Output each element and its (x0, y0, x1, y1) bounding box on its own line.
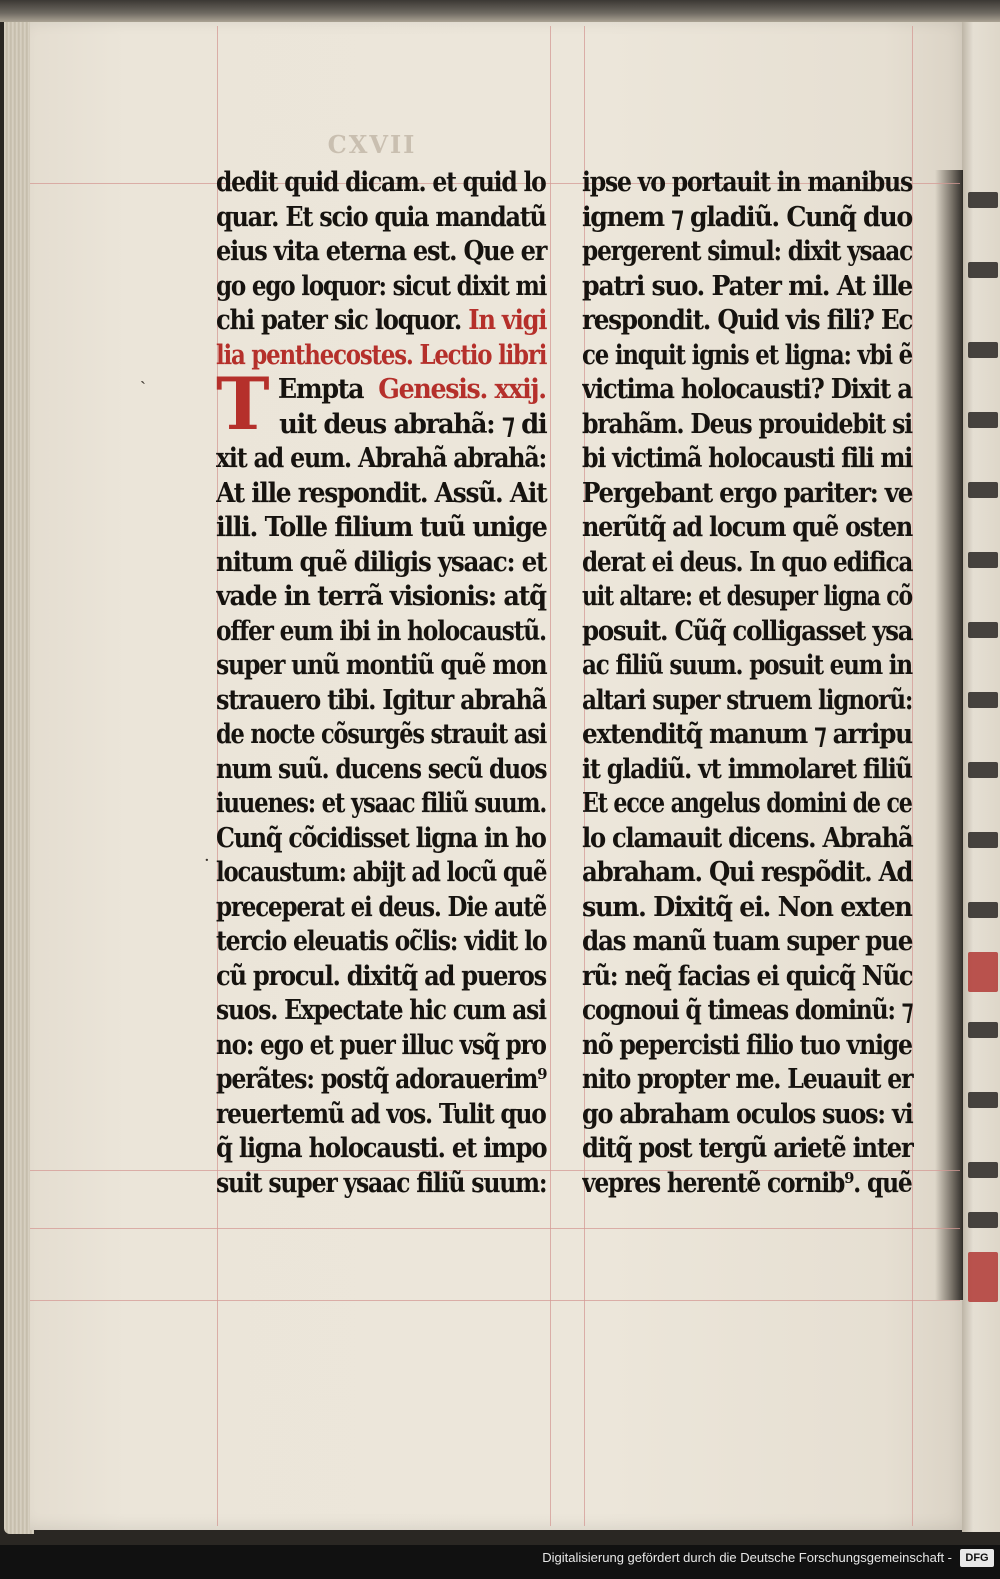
text-line: ignem ⁊ gladiũ. Cunq̃ duo (582, 201, 912, 233)
right-text-column (582, 166, 922, 1201)
rubric-text: In vigi (468, 305, 547, 336)
text-segment: Empta (277, 374, 364, 405)
text-line: patri suo. Pater mi. At ille (582, 270, 913, 302)
text-line: bi victimã holocausti fili mi (582, 443, 913, 474)
left-text-column (216, 166, 556, 1201)
text-line: vepres herentẽ cornib⁹. quẽ (582, 1167, 912, 1199)
adjacent-page-strip (962, 12, 1000, 1532)
text-line: perãtes: postq̃ adorauerim⁹ (216, 1064, 547, 1095)
text-line: quar. Et scio quia mandatũ (216, 201, 546, 233)
text-line: nito propter me. Leuauit er (582, 1064, 913, 1095)
text-line: cũ procul. dixitq̃ ad pueros (216, 960, 546, 992)
text-line: ditq̃ post tergũ arietẽ inter (582, 1133, 913, 1164)
initial-capital: T (216, 361, 269, 446)
text-line: uit deus abrahã: ⁊ di (279, 408, 547, 440)
text-line: cognoui q̃ timeas dominũ: ⁊ (582, 995, 913, 1026)
text-line: extenditq̃ manum ⁊ arripu (582, 719, 912, 750)
text-line: pergerent simul: dixit ysaac (582, 236, 913, 267)
footer-credit: Digitalisierung gefördert durch die Deutsche Forschungsgemeinschaft - (542, 1550, 952, 1565)
ruling-line (30, 1300, 960, 1301)
text-line: locaustum: abijt ad locũ quẽ (216, 857, 547, 888)
text-line: no: ego et puer illuc vsq̃ pro (216, 1029, 546, 1061)
text-line: num suũ. ducens secũ duos (216, 753, 547, 785)
text-line: abraham. Qui respõdit. Ad (582, 857, 913, 888)
text-line: go abraham oculos suos: vi (582, 1098, 913, 1130)
text-line: q̃ ligna holocausti. et impo (216, 1133, 547, 1164)
text-line: At ille respondit. Assũ. Ait (216, 477, 547, 509)
text-line: ac filiũ suum. posuit eum in (582, 650, 912, 681)
text-line: preceperat ei deus. Die autẽ (216, 891, 547, 923)
text-line: nerũtq̃ ad locum quẽ osten (582, 512, 913, 543)
text-line: super unũ montiũ quẽ mon (216, 650, 547, 681)
text-line: Cunq̃ cõcidisset ligna in ho (216, 822, 546, 854)
text-line: go ego loquor: sicut dixit mi (216, 270, 547, 302)
text-line: nitum quẽ diligis ysaac: et (216, 546, 547, 578)
text-line: posuit. Cũq̃ colligasset ysa (582, 615, 913, 647)
text-line: suit super ysaac filiũ suum: (216, 1167, 547, 1199)
dfg-logo: DFG (960, 1549, 994, 1567)
text-line: iuuenes: et ysaac filiũ suum. (216, 788, 547, 819)
text-line: strauero tibi. Igitur abrahã (216, 684, 546, 716)
text-line: vade in terrã visionis: atq̃ (216, 581, 546, 612)
text-line: reuertemũ ad vos. Tulit quo (216, 1098, 546, 1130)
ruling-line (30, 1228, 960, 1229)
text-line: suos. Expectate hic cum asi (216, 995, 546, 1026)
text-line: de nocte cõsurgẽs strauit asi (216, 719, 547, 750)
text-line: rũ: neq̃ facias ei quicq̃ Nũc (582, 960, 913, 992)
text-line: dedit quid dicam. et quid lo (216, 167, 546, 198)
rubric-line: lia penthecostes. Lectio libri (216, 339, 547, 371)
text-line: eius vita eterna est. Que er (216, 236, 547, 267)
text-line: derat ei deus. In quo edifica (582, 546, 913, 578)
text-line: ce inquit ignis et ligna: vbi ẽ (582, 339, 913, 371)
text-line: ipse vo portauit in manibus (582, 167, 912, 198)
text-line-with-rubric (216, 304, 556, 339)
text-line: victima holocausti? Dixit a (582, 374, 912, 405)
gutter-shadow (935, 170, 963, 1300)
text-line: it gladiũ. vt immolaret filiũ (582, 753, 912, 785)
text-line: uit altare: et desuper ligna cõ (582, 581, 912, 612)
text-line: brahãm. Deus prouidebit si (582, 408, 912, 440)
text-line: offer eum ibi in holocaustũ. (216, 615, 546, 647)
text-line: altari super struem lignorũ: (582, 684, 913, 716)
text-line: respondit. Quid vis fili? Ec (582, 305, 913, 336)
text-line: das manũ tuam super pue (582, 926, 913, 957)
text-line: Et ecce angelus domini de ce (582, 788, 912, 819)
margin-mark: · (204, 850, 210, 871)
text-line: Pergebant ergo pariter: ve (582, 477, 913, 509)
margin-mark: ˏ (140, 364, 146, 385)
text-line: lo clamauit dicens. Abrahã (582, 822, 913, 854)
text-line: xit ad eum. Abrahã abrahã: (216, 443, 547, 474)
text-line: nõ pepercisti filio tuo vnige (582, 1029, 912, 1061)
text-line: tercio eleuatis oc̃lis: vidit lo (216, 926, 547, 957)
text-line: sum. Dixitq̃ ei. Non exten (582, 891, 912, 923)
text-line: illi. Tolle filium tuũ unige (216, 512, 547, 543)
top-edge-shadow (0, 0, 1000, 22)
text-segment: chi pater sic loquor. (216, 305, 462, 336)
running-head-showthrough: CXVII (327, 130, 417, 159)
rubric-text: Genesis. xxij. (378, 374, 546, 405)
